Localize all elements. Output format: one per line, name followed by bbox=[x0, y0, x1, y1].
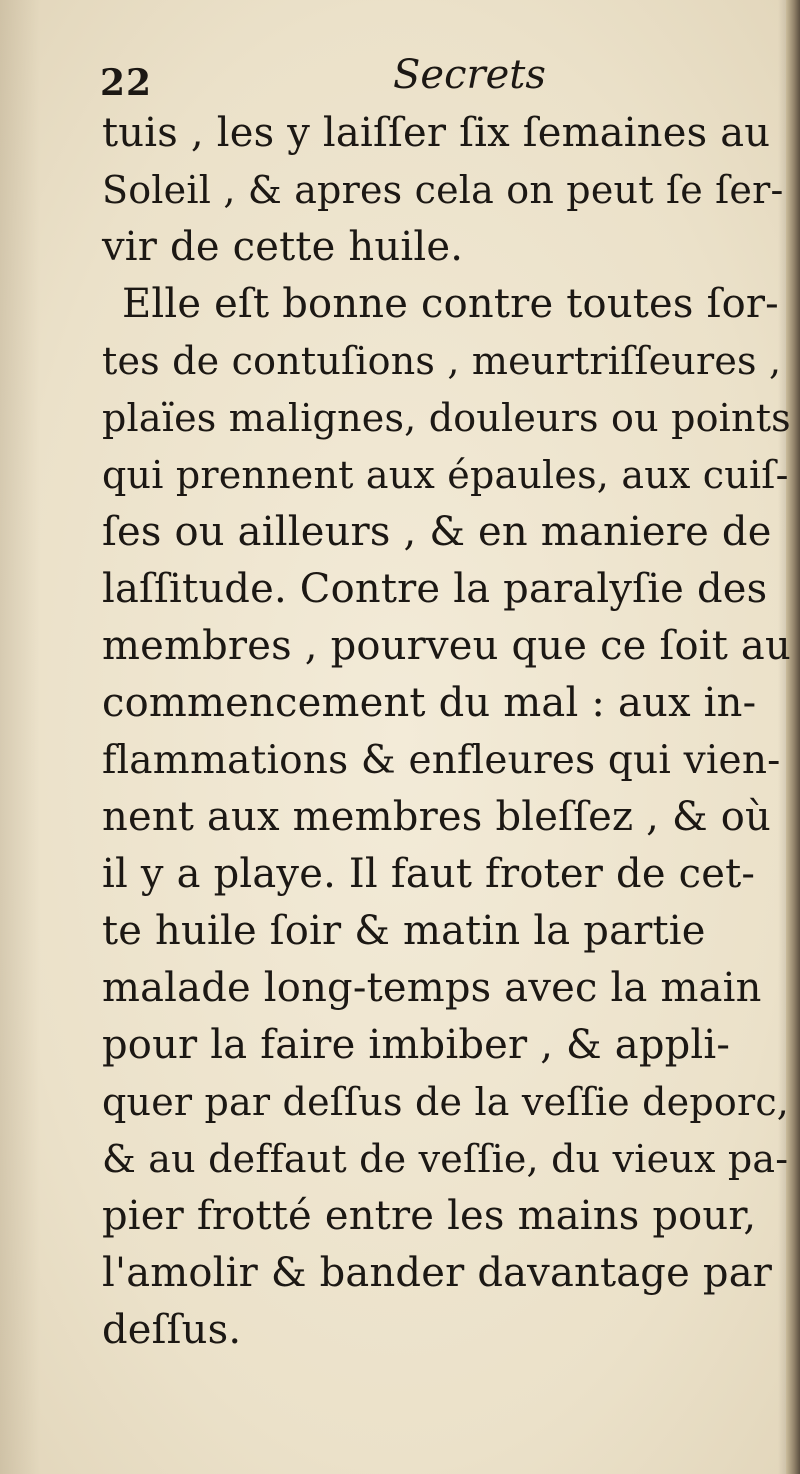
text-line: membres , pourveu que ce ſoit au bbox=[102, 623, 791, 669]
page-header bbox=[100, 52, 700, 102]
text-line: & au deffaut de veſſie, du vieux pa- bbox=[102, 1137, 789, 1181]
text-line: tuis , les y laiſſer ſix ſemaines au bbox=[102, 110, 771, 156]
text-line: nent aux membres bleſſez , & où bbox=[102, 794, 771, 840]
text-line: deſſus. bbox=[102, 1307, 242, 1353]
text-line: te huile ſoir & matin la partie bbox=[102, 908, 706, 954]
text-line: qui prennent aux épaules, aux cuiſ- bbox=[102, 453, 789, 497]
text-line: l'amolir & bander davantage par bbox=[102, 1250, 773, 1296]
text-line: il y a playe. Il faut froter de cet- bbox=[102, 851, 756, 897]
text-line: commencement du mal : aux in- bbox=[102, 680, 757, 726]
text-line: Soleil , & apres cela on peut ſe ſer- bbox=[102, 168, 784, 212]
text-line: pier frotté entre les mains pour, bbox=[102, 1193, 757, 1239]
text-line: tes de contuſions , meurtriſſeures , bbox=[102, 339, 782, 383]
body-text bbox=[102, 105, 792, 1359]
paragraph-start-line: Elle eſt bonne contre toutes ſor- bbox=[122, 281, 779, 327]
page-number: 22 bbox=[100, 62, 153, 104]
text-line: ſes ou ailleurs , & en maniere de bbox=[102, 509, 772, 555]
text-line: plaïes malignes, douleurs ou points bbox=[102, 396, 791, 440]
text-line: flammations & enfleures qui vien- bbox=[102, 738, 781, 783]
running-title: Secrets bbox=[393, 52, 546, 98]
text-line: vir de cette huile. bbox=[102, 224, 464, 270]
text-line: malade long-temps avec la main bbox=[102, 965, 762, 1011]
text-line: pour la faire imbiber , & appli- bbox=[102, 1022, 731, 1068]
text-line: quer par deſſus de la veſſie deporc, bbox=[102, 1080, 790, 1124]
text-line: laſſitude. Contre la paralyſie des bbox=[102, 566, 768, 612]
